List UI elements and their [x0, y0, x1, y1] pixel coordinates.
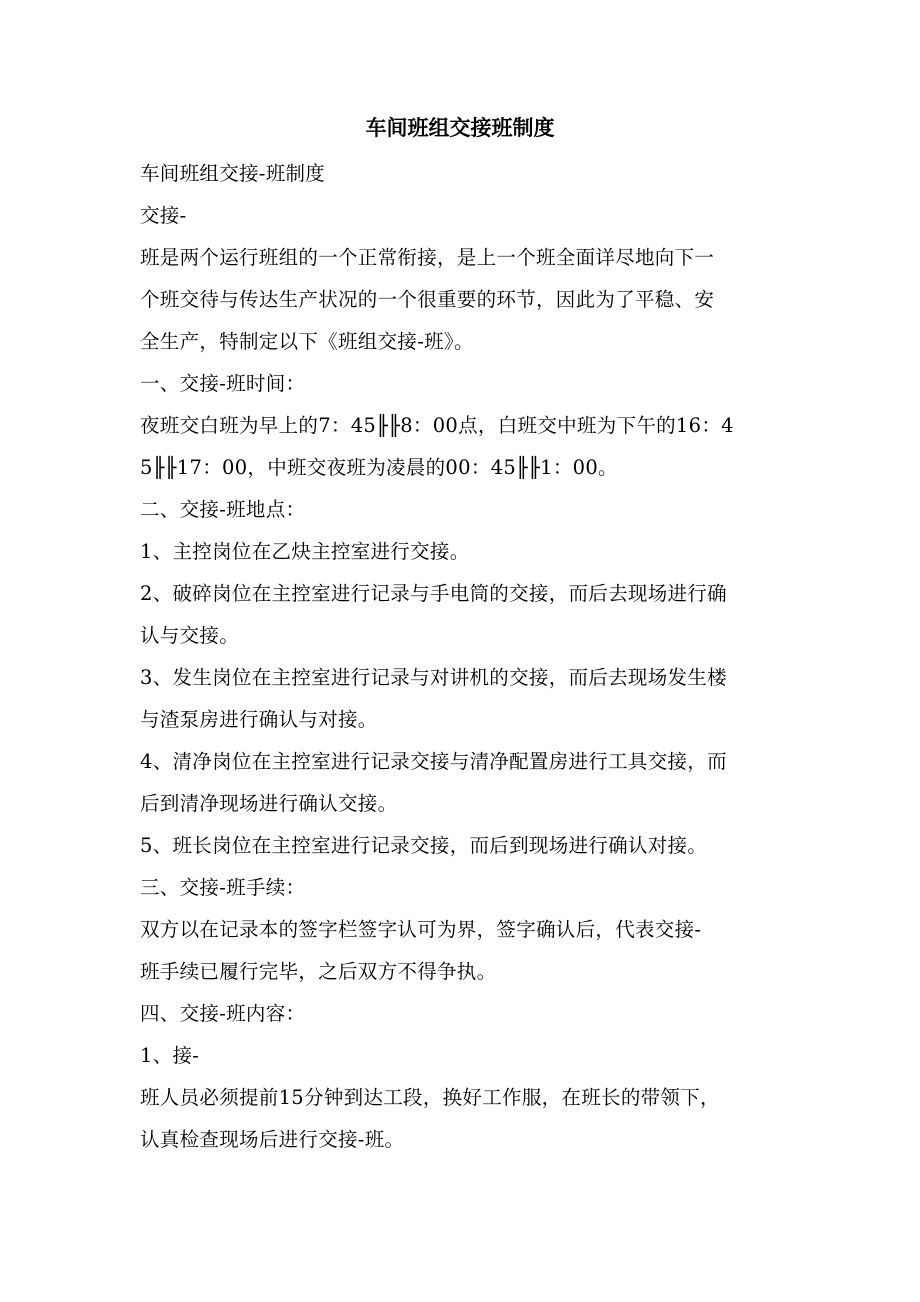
text-line: 四、交接-班内容： — [140, 1002, 306, 1025]
document-title: 车间班组交接班制度 — [365, 115, 555, 140]
text-line: 三、交接-班手续： — [140, 876, 306, 899]
text-line: 一、交接-班时间： — [140, 372, 306, 395]
text-line: 后到清净现场进行确认交接。 — [140, 792, 398, 815]
text-line: 1、主控岗位在乙炔主控室进行交接。 — [140, 540, 470, 563]
text-line: 5、班长岗位在主控室进行记录交接，而后到现场进行确认对接。 — [140, 834, 708, 857]
text-line: 4、清净岗位在主控室进行记录交接与清净配置房进行工具交接，而 — [140, 750, 727, 773]
text-line: 3、发生岗位在主控室进行记录与对讲机的交接，而后去现场发生楼 — [140, 666, 727, 689]
text-line: 班是两个运行班组的一个正常衔接，是上一个班全面详尽地向下一 — [140, 246, 715, 269]
text-line: 与渣泵房进行确认与对接。 — [140, 708, 378, 731]
text-line: 个班交待与传达生产状况的一个很重要的环节，因此为了平稳、安 — [140, 288, 715, 311]
text-line: 5╟╟17：00，中班交夜班为凌晨的00：45╟╟1：00。 — [140, 456, 618, 479]
text-line: 全生产，特制定以下《班组交接-班》。 — [140, 330, 474, 353]
text-line: 1、接- — [140, 1044, 200, 1067]
text-line: 认与交接。 — [140, 624, 240, 647]
document-body — [140, 159, 790, 1167]
text-line: 2、破碎岗位在主控室进行记录与手电筒的交接，而后去现场进行确 — [140, 582, 727, 605]
text-line: 车间班组交接-班制度 — [140, 162, 326, 185]
text-line: 认真检查现场后进行交接-班。 — [140, 1128, 405, 1151]
text-line: 班人员必须提前15分钟到达工段，换好工作服，在班长的带领下， — [140, 1086, 720, 1109]
text-line: 夜班交白班为早上的7：45╟╟8：00点，白班交中班为下午的16：4 — [140, 414, 734, 437]
text-line: 二、交接-班地点： — [140, 498, 306, 521]
text-line: 交接- — [140, 204, 187, 227]
text-line: 双方以在记录本的签字栏签字认可为界，签字确认后，代表交接- — [140, 918, 702, 941]
text-line: 班手续已履行完毕，之后双方不得争执。 — [140, 960, 497, 983]
